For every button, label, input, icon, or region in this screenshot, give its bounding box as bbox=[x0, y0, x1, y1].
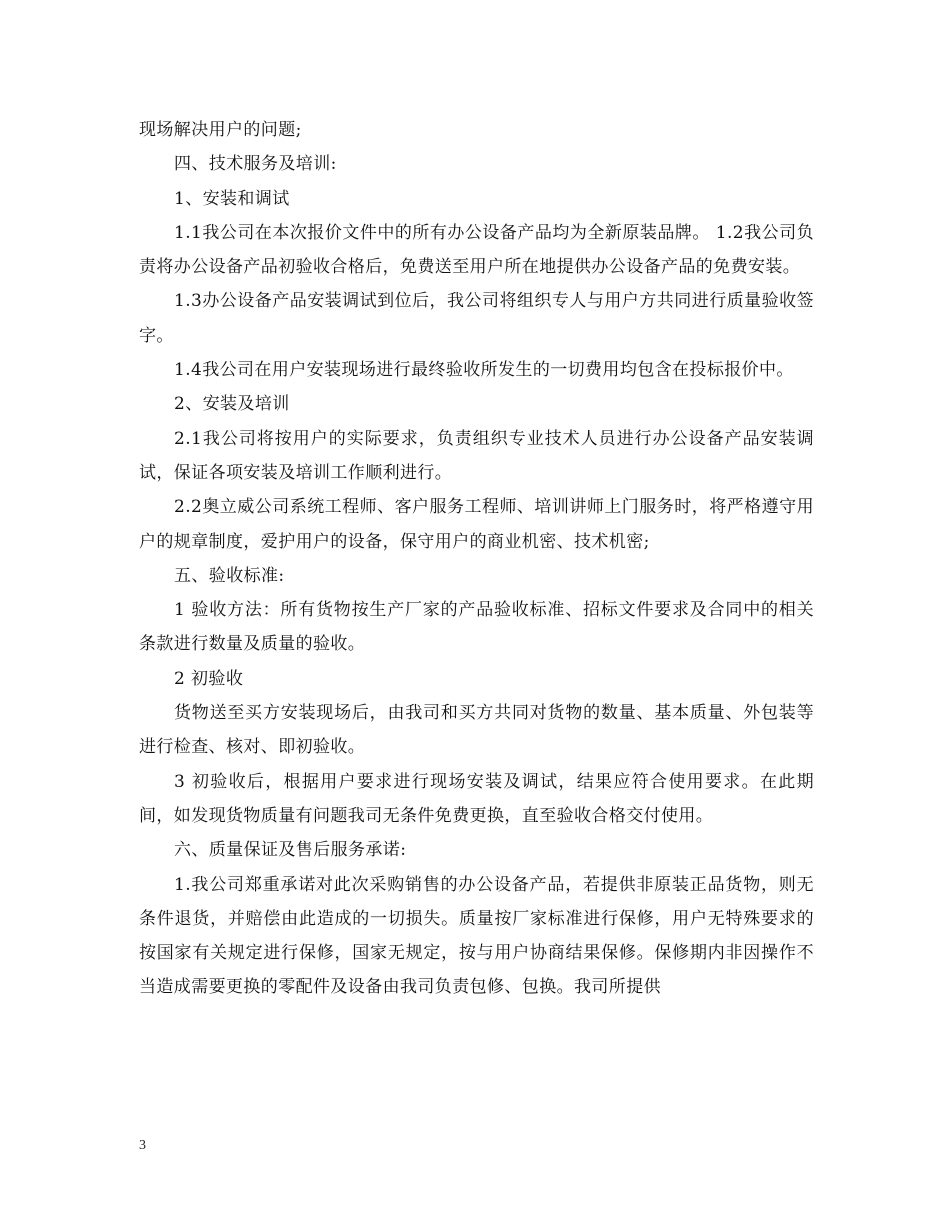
page-number: 3 bbox=[139, 1138, 146, 1153]
subsection-heading-training: 2、安装及培训 bbox=[174, 394, 290, 415]
document-body bbox=[139, 113, 814, 1005]
paragraph: 2.2奥立威公司系统工程师、客户服务工程师、培训讲师上门服务时，将严格遵守用户的规章制度，爱护用户的设备，保守用户的商业机密、技术机密; bbox=[139, 497, 814, 552]
subsection-heading-initial-acceptance: 2 初验收 bbox=[174, 668, 244, 689]
paragraph: 1.3办公设备产品安装调试到位后，我公司将组织专人与用户方共同进行质量验收签字。 bbox=[139, 291, 814, 346]
paragraph: 货物送至买方安装现场后，由我司和买方共同对货物的数量、基本质量、外包装等进行检查、核对、即初验收。 bbox=[139, 703, 814, 758]
paragraph: 2.1我公司将按用户的实际要求，负责组织专业技术人员进行办公设备产品安装调试，保证各项安装及培训工作顺利进行。 bbox=[139, 428, 814, 483]
paragraph: 1.我公司郑重承诺对此次采购销售的办公设备产品，若提供非原装正品货物，则无条件退货，并赔偿由此造成的一切损失。质量按厂家标准进行保修，用户无特殊要求的按国家有关规定进行保修，国家无规定，按与用户协商结果保修。保修期内非因操作不当造成需要更换的零配件及设备由我司负责包修、包换。我司所提供 bbox=[139, 874, 814, 998]
paragraph: 1.4我公司在用户安装现场进行最终验收所发生的一切费用均包含在投标报价中。 bbox=[174, 360, 794, 381]
paragraph: 1 验收方法：所有货物按生产厂家的产品验收标准、招标文件要求及合同中的相关条款进行数量及质量的验收。 bbox=[139, 600, 814, 655]
paragraph: 现场解决用户的问题; bbox=[139, 120, 302, 140]
section-heading-acceptance: 五、验收标准: bbox=[174, 565, 285, 586]
section-heading-technical-service: 四、技术服务及培训: bbox=[174, 154, 337, 175]
subsection-heading-installation: 1、安装和调试 bbox=[174, 188, 290, 209]
paragraph: 1.1我公司在本次报价文件中的所有办公设备产品均为全新原装品牌。 1.2我公司负责将办公设备产品初验收合格后，免费送至用户所在地提供办公设备产品的免费安装。 bbox=[139, 222, 814, 278]
section-heading-quality-assurance: 六、质量保证及售后服务承诺: bbox=[174, 840, 407, 861]
paragraph: 3 初验收后，根据用户要求进行现场安装及调试，结果应符合使用要求。在此期间，如发现货物质量有问题我司无条件免费更换，直至验收合格交付使用。 bbox=[139, 771, 814, 826]
